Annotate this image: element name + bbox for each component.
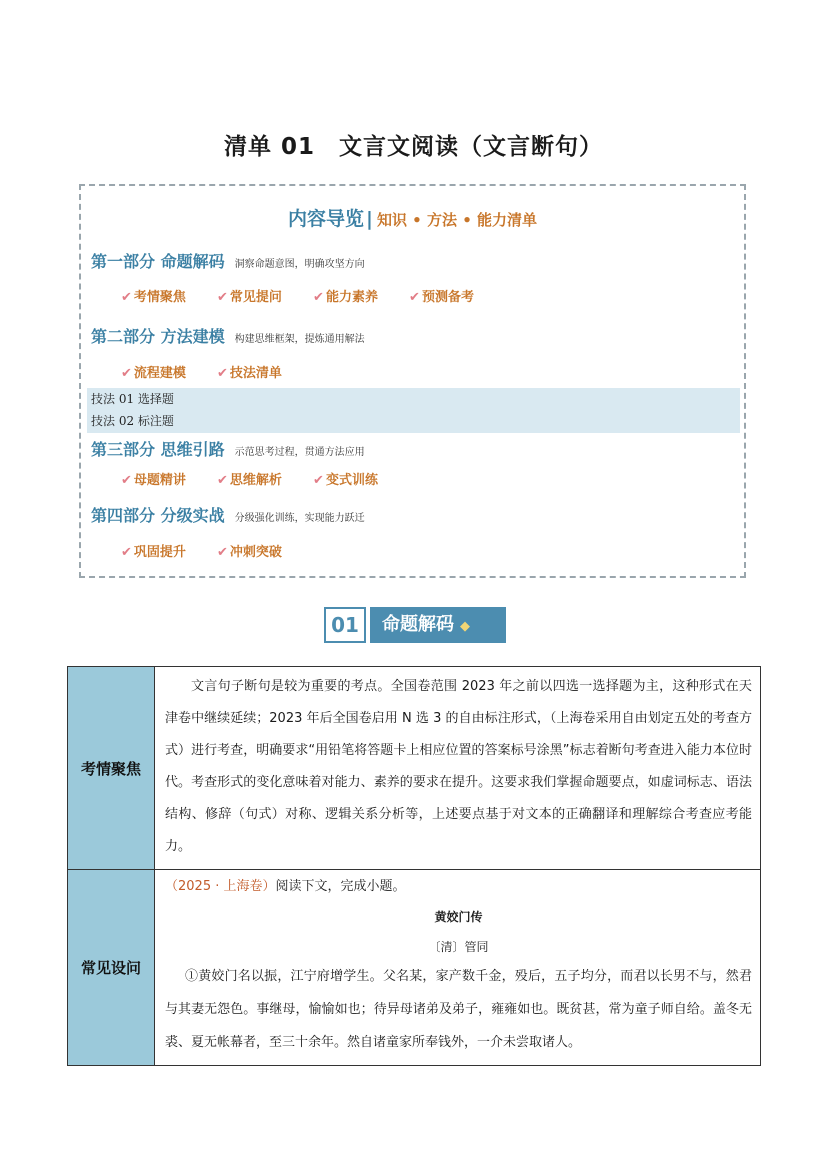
row-content-kaoqing — [155, 667, 761, 870]
part-1-chips — [121, 286, 500, 305]
check-icon: ✔ — [217, 473, 228, 488]
table-row — [68, 667, 761, 870]
part-2-chips — [121, 362, 308, 381]
guide-title: 内容导览 — [287, 208, 364, 230]
check-icon: ✔ — [217, 366, 228, 381]
chip-kaoqing[interactable]: ✔ 考情聚焦 — [121, 290, 186, 305]
part-3-heading: 第三部分 思维引路 示范思考过程，贯通方法应用 — [91, 440, 365, 459]
guide-subtitle: 知识 • 方法 • 能力清单 — [376, 211, 538, 229]
part-4-heading: 第四部分 分级实战 分级强化训练，实现能力跃迁 — [91, 506, 365, 525]
part-3-chips — [121, 469, 404, 488]
classic-text: ①黄姣门名以振，江宁府增学生。父名某，家产数千金，殁后，五子均分，而君以长男不与，然君与其妻无怨色。事继母，愉愉如也；待异母诸弟及弟子，雍雍如也。既贫甚，常为童子师自给。盖冬无裘、夏无帐幕者，至三十余年。然自诸童家所奉钱外，一介未尝取诸人。 — [165, 969, 752, 1050]
analysis-table — [67, 666, 761, 1066]
chip-liucheng[interactable]: ✔ 流程建模 — [121, 366, 186, 381]
content-guide-box — [79, 184, 746, 578]
chip-bianshi[interactable]: ✔ 变式训练 — [313, 473, 378, 488]
kaoqing-paragraph: 文言句子断句是较为重要的考点。全国卷范围 2023 年之前以四选一选择题为主，这种形式在天津卷中继续延续；2023 年后全国卷启用 N 选 3 的自由标注形式，（上海卷采用自由划定五处的考查方式）进行考查，明确要求“用铅笔将答题卡上相应位置的答案标号涂黑”标志着断句考查进入能力本位时代。考查形式的变化意味着对能力、素养的要求在提升。这要求我们掌握命题要点，如虚词标志、语法结构、修辞（句式）对称、逻辑关系分析等，上述要点基于对文本的正确翻译和理解综合考查应考能力。 — [165, 679, 752, 854]
technique-list — [87, 388, 740, 433]
check-icon: ✔ — [217, 290, 228, 305]
guide-divider: | — [365, 208, 373, 230]
technique-item-1[interactable]: 技法 01 选择题 — [91, 392, 174, 406]
check-icon: ✔ — [121, 473, 132, 488]
check-icon: ✔ — [121, 366, 132, 381]
table-row — [68, 870, 761, 1066]
chip-siwei[interactable]: ✔ 思维解析 — [217, 473, 282, 488]
check-icon: ✔ — [121, 545, 132, 560]
classic-title: 黄姣门传 — [434, 910, 483, 924]
check-icon: ✔ — [313, 473, 324, 488]
chip-muti[interactable]: ✔ 母题精讲 — [121, 473, 186, 488]
chip-changjian[interactable]: ✔ 常见提问 — [217, 290, 282, 305]
part-4-chips — [121, 541, 308, 560]
guide-heading — [81, 204, 744, 231]
chip-chongci[interactable]: ✔ 冲刺突破 — [217, 545, 282, 560]
row-content-changjian — [155, 870, 761, 1066]
section-label: 命题解码 ◆ — [370, 607, 506, 643]
technique-item-2[interactable]: 技法 02 标注题 — [91, 414, 174, 428]
check-icon: ✔ — [409, 290, 420, 305]
chip-jifa[interactable]: ✔ 技法清单 — [217, 366, 282, 381]
row-label-kaoqing: 考情聚焦 — [68, 667, 155, 870]
part-2-heading: 第二部分 方法建模 构建思维框架，提炼通用解法 — [91, 327, 365, 346]
classic-author: 〔清〕管同 — [428, 940, 489, 954]
check-icon: ✔ — [121, 290, 132, 305]
check-icon: ✔ — [313, 290, 324, 305]
page-title: 清单 01 文言文阅读（文言断句） — [223, 134, 603, 160]
section-number: 01 — [324, 607, 366, 643]
section-badge — [324, 607, 506, 643]
diamond-icon: ◆ — [460, 619, 470, 634]
chip-yuce[interactable]: ✔ 预测备考 — [409, 290, 474, 305]
check-icon: ✔ — [217, 545, 228, 560]
row-label-changjian: 常见设问 — [68, 870, 155, 1066]
chip-nengli[interactable]: ✔ 能力素养 — [313, 290, 378, 305]
chip-gonggu[interactable]: ✔ 巩固提升 — [121, 545, 186, 560]
part-1-heading: 第一部分 命题解码 洞察命题意图，明确攻坚方向 — [91, 252, 365, 271]
question-source: （2025 · 上海卷）阅读下文，完成小题。 — [165, 879, 406, 894]
